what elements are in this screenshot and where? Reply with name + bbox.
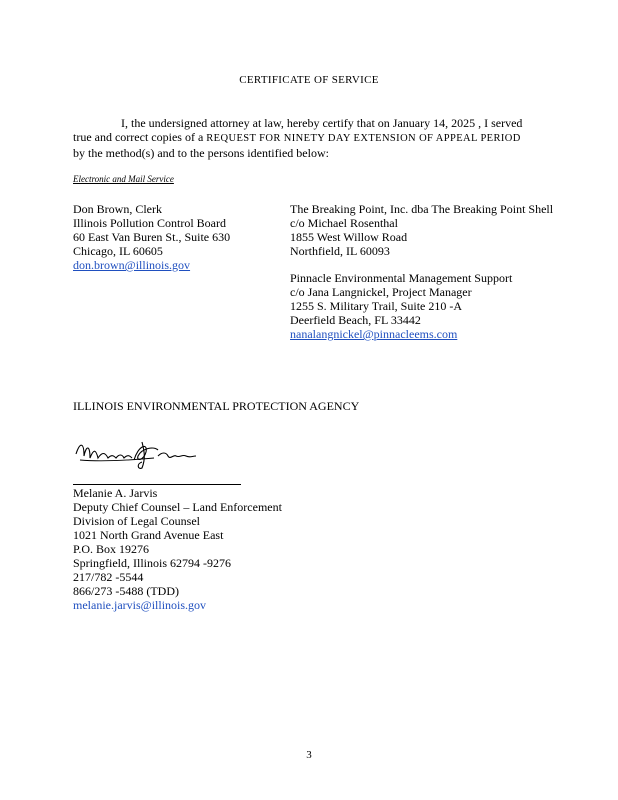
signer-line: Springfield, Illinois 62794 -9276 (73, 556, 231, 570)
intro-line-2-prefix: true and correct copies of a (73, 130, 207, 144)
address-line: 1855 West Willow Road (290, 230, 408, 244)
address-line: Deerfield Beach, FL 33442 (290, 313, 421, 327)
email-link[interactable]: nanalangnickel@pinnacleems.com (290, 327, 458, 341)
certification-paragraph (73, 116, 553, 160)
signer-email-link[interactable]: melanie.jarvis@illinois.gov (73, 598, 207, 612)
address-line: Chicago, IL 60605 (73, 244, 163, 258)
page-number: 3 (306, 749, 312, 761)
intro-line-2 (73, 130, 553, 146)
recipient-clerk (73, 202, 230, 272)
service-method-label: Electronic and Mail Service (73, 174, 174, 184)
page-title: CERTIFICATE OF SERVICE (239, 74, 379, 86)
address-line: Northfield, IL 60093 (290, 244, 390, 258)
signer-line: Deputy Chief Counsel – Land Enforcement (73, 500, 282, 514)
signer-line: 866/273 -5488 (TDD) (73, 584, 179, 598)
signature-image (72, 436, 200, 472)
intro-line-1: I, the undersigned attorney at law, hereby certify that on January 14, 2025 , I served (121, 116, 523, 130)
signer-line: 217/782 -5544 (73, 570, 144, 584)
address-line: c/o Jana Langnickel, Project Manager (290, 285, 472, 299)
address-line: 1255 S. Military Trail, Suite 210 -A (290, 299, 463, 313)
agency-name: ILLINOIS ENVIRONMENTAL PROTECTION AGENCY (73, 399, 360, 413)
signer-line: Division of Legal Counsel (73, 514, 200, 528)
address-line: Illinois Pollution Control Board (73, 216, 227, 230)
address-line: 60 East Van Buren St., Suite 630 (73, 230, 231, 244)
signer-block (73, 486, 282, 612)
document-title: REQUEST FOR NINETY DAY EXTENSION OF APPEAL PERIOD (206, 133, 521, 144)
signature-line (73, 484, 241, 485)
email-link[interactable]: don.brown@illinois.gov (73, 258, 191, 272)
intro-line-3: by the method(s) and to the persons identified below: (73, 146, 329, 160)
signer-line: Melanie A. Jarvis (73, 486, 158, 500)
signer-line: P.O. Box 19276 (73, 542, 150, 556)
recipient-breaking-point (290, 202, 553, 258)
recipient-pinnacle (290, 271, 512, 341)
signer-line: 1021 North Grand Avenue East (73, 528, 224, 542)
address-line: The Breaking Point, Inc. dba The Breaking Point Shell (290, 202, 554, 216)
address-line: Pinnacle Environmental Management Support (290, 271, 513, 285)
address-line: c/o Michael Rosenthal (290, 216, 398, 230)
address-line: Don Brown, Clerk (73, 202, 162, 216)
